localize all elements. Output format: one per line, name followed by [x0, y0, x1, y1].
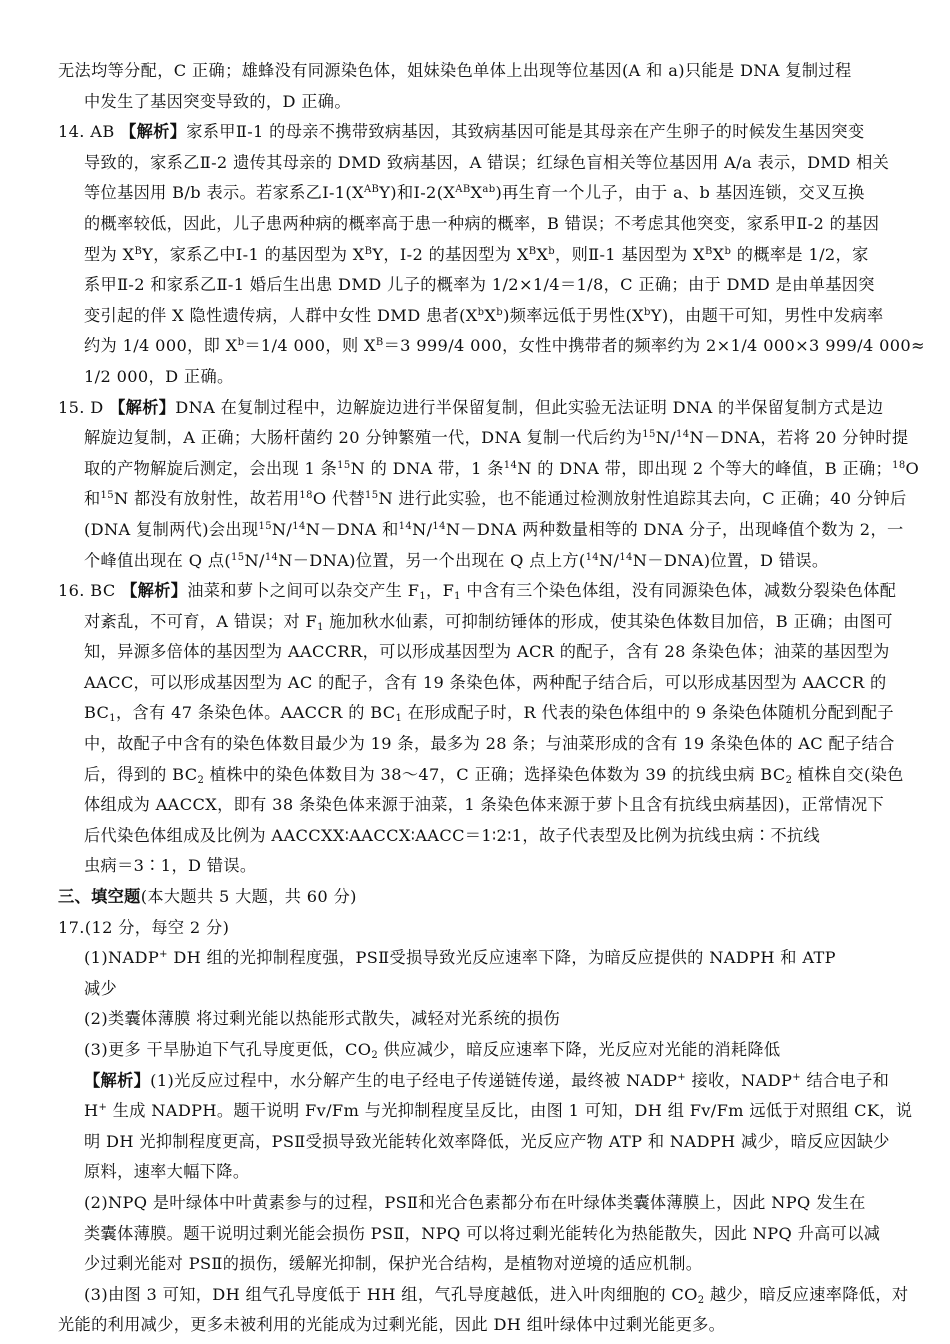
text-run: 个峰值出现在 Q 点( — [84, 550, 232, 570]
superscript: B — [704, 245, 713, 257]
text-run: 1/2 000，D 正确。 — [84, 366, 234, 386]
text-run: 中含有三个染色体组，没有同源染色体，减数分裂染色体配 — [460, 581, 897, 601]
text-line — [58, 607, 898, 638]
text-line — [58, 974, 898, 1005]
text-run: (2)类囊体薄膜 将过剩光能以热能形式散失，减轻对光系统的损伤 — [84, 1009, 560, 1029]
text-run: N－DNA 两种数量相等的 DNA 分子，出现峰值个数为 2，一 — [445, 519, 904, 539]
text-run: H — [84, 1101, 99, 1121]
superscript: 14 — [676, 429, 690, 441]
text-run: N－DNA 和 — [305, 519, 399, 539]
superscript: + — [159, 949, 168, 961]
text-run: (1)NADP — [84, 948, 160, 968]
superscript: 14 — [398, 520, 413, 532]
text-line — [58, 484, 907, 515]
text-run: N－DNA)位置，另一个出现在 Q 点上方( — [278, 550, 586, 570]
superscript: 18 — [299, 490, 313, 502]
text-run: 植株中的染色体数目为 38～47，C 正确；选择染色体数为 39 的抗线虫病 BC — [204, 764, 786, 784]
text-run: (2)NPQ 是叶绿体中叶黄素参与的过程，PSⅡ和光合色素都分布在叶绿体类囊体薄膜上，因此 NPQ 发生在 — [84, 1192, 866, 1212]
superscript: 15 — [337, 459, 351, 471]
superscript: + — [792, 1071, 801, 1083]
text-run: 的概率是 1/2，家 — [731, 244, 869, 264]
text-run: X — [470, 183, 483, 203]
text-run: 的概率较低，因此，儿子患两种病的概率高于患一种病的概率，B 错误；不考虑其他突变，家系甲Ⅱ-2 的基因 — [84, 213, 880, 233]
text-run: 17.(12 分，每空 2 分) — [58, 917, 230, 937]
text-line — [58, 454, 920, 485]
text-line — [58, 729, 898, 760]
answer-text-body — [58, 56, 925, 1341]
text-run: 油菜和萝卜之间可以杂交产生 F — [187, 581, 420, 601]
text-run: N－DNA)位置，D 错误。 — [632, 550, 829, 570]
text-line — [58, 301, 898, 332]
text-line — [58, 1249, 898, 1280]
text-line — [58, 56, 898, 87]
text-line — [58, 1280, 909, 1311]
subscript: 1 — [109, 713, 117, 725]
superscript: 15 — [258, 520, 272, 532]
subscript: 1 — [419, 591, 427, 603]
text-run: 家系甲Ⅱ-1 的母亲不携带致病基因，其致病基因可能是其母亲在产生卵子的时候发生基因突变 — [186, 122, 865, 142]
text-line — [58, 423, 909, 454]
text-run: DH 组的光抑制程度强，PSⅡ受损导致光反应速率下降，为暗反应提供的 NADPH 和 ATP — [167, 948, 836, 968]
superscript: b — [724, 245, 732, 257]
text-run: )再生育一个儿子，由于 a、b 基因连锁，交叉互换 — [495, 183, 865, 203]
text-line — [58, 790, 898, 821]
subscript: 2 — [697, 1294, 705, 1306]
text-line — [58, 1127, 898, 1158]
text-run: 在形成配子时，R 代表的染色体组中的 9 条染色体随机分配到配子 — [402, 703, 894, 723]
text-run: N/ — [412, 519, 433, 539]
subscript: 1 — [317, 621, 324, 633]
text-run: 明 DH 光抑制程度更高，PSⅡ受损导致光能转化效率降低，光反应产物 ATP 和 NADPH 减少，暗反应因缺少 — [84, 1131, 890, 1151]
text-run: 生成 NADPH。题干说明 Fv/Fm 与光抑制程度呈反比，由图 1 可知，DH 组 Fv/Fm 远低于对照组 CK，说 — [107, 1101, 913, 1121]
superscript: 14 — [503, 459, 518, 471]
text-line — [58, 1096, 913, 1127]
text-run: DNA 在复制过程中，边解旋边进行半保留复制，但此实验无法证明 DNA 的半保留复制方式是边 — [175, 397, 884, 417]
superscript: 15 — [100, 490, 114, 502]
bold-label: 【解析】 — [109, 397, 176, 417]
superscript: 14 — [619, 551, 633, 563]
text-line — [58, 1004, 898, 1035]
superscript: b — [496, 306, 504, 318]
text-run: ＝3 999/4 000，女性中携带者的频率约为 2×1/4 000×3 999/4 000≈ — [383, 336, 925, 356]
superscript: b — [548, 245, 556, 257]
text-run: X — [484, 305, 497, 325]
text-run: 中发生了基因突变导致的，D 正确。 — [84, 91, 351, 111]
superscript: 18 — [892, 459, 906, 471]
superscript: 14 — [432, 520, 446, 532]
superscript: 14 — [264, 551, 279, 563]
text-run: Y，Ⅰ-2 的基因型为 X — [372, 244, 529, 264]
bold-label: 【解析】 — [84, 1070, 151, 1090]
subscript: 2 — [371, 1050, 379, 1061]
text-run: 16. BC — [58, 581, 122, 601]
text-line — [58, 1035, 898, 1066]
text-run: 体组成为 AACCX，即有 38 条染色体来源于油菜，1 条染色体来源于萝卜且含有抗线虫病基因)，正常情况下 — [84, 795, 885, 815]
text-run: 型为 X — [84, 244, 135, 264]
superscript: + — [677, 1071, 687, 1083]
bold-label: 【解析】 — [121, 581, 188, 601]
text-run: (本大题共 5 大题，共 60 分) — [140, 887, 357, 907]
superscript: 15 — [365, 490, 379, 502]
text-line — [58, 637, 898, 668]
text-line — [58, 760, 904, 791]
text-line — [58, 1310, 898, 1341]
superscript: 14 — [292, 520, 306, 532]
text-run: 越少，暗反应速率降低，对 — [704, 1284, 909, 1304]
text-run: 对紊乱，不可育，A 错误；对 F — [84, 611, 318, 631]
text-run: X — [712, 244, 725, 264]
text-run: 类囊体薄膜。题干说明过剩光能会损伤 PSⅡ，NPQ 可以将过剩光能转化为热能散失，因此 NPQ 升高可以减 — [84, 1223, 881, 1243]
text-run: ，含有 47 条染色体。AACCR 的 BC — [116, 703, 396, 723]
text-run: BC — [84, 703, 110, 723]
text-line — [58, 270, 898, 301]
text-run: N 的 DNA 带，1 条 — [350, 458, 504, 478]
text-line — [58, 943, 898, 974]
text-line — [58, 148, 898, 179]
bold-label: 三、填空题 — [58, 887, 141, 907]
text-run: 后，得到的 BC — [84, 764, 198, 784]
text-run: N/ — [271, 519, 293, 539]
text-line — [58, 913, 898, 944]
subscript: 2 — [197, 774, 205, 786]
text-run: 变引起的伴 X 隐性遗传病，人群中女性 DMD 患者(X — [84, 305, 478, 325]
text-run: Y，家系乙中Ⅰ-1 的基因型为 X — [142, 244, 365, 264]
text-run: 植株自交(染色 — [792, 764, 904, 784]
text-run: 减少 — [84, 978, 118, 998]
text-run: 中，故配子中含有的染色体数目最少为 19 条，最多为 28 条；与油菜形成的含有 19 条染色体的 AC 配子结合 — [84, 734, 895, 754]
superscript: B — [364, 245, 373, 257]
text-run: N 的 DNA 带，即出现 2 个等大的峰值，B 正确； — [517, 458, 893, 478]
text-run: 约为 1/4 000，即 X — [84, 336, 238, 356]
superscript: AB — [455, 184, 471, 196]
text-run: 系甲Ⅱ-2 和家系乙Ⅱ-1 婚后生出患 DMD 儿子的概率为 1/2×1/4＝1/8，C 正确；由于 DMD 是由单基因突 — [84, 275, 875, 295]
text-line — [58, 331, 925, 362]
superscript: ab — [482, 184, 496, 196]
text-run: N－DNA，若将 20 分钟时提 — [689, 428, 909, 448]
text-line — [58, 1157, 898, 1188]
text-run: O 代替 — [312, 489, 366, 509]
text-run: Y)，由题干可知，男性中发病率 — [650, 305, 884, 325]
text-run: )频率远低于男性(X — [503, 305, 645, 325]
text-run: 无法均等分配，C 正确；雄蜂没有同源染色体，姐妹染色单体上出现等位基因(A 和 a)只能是 DNA 复制过程 — [58, 61, 852, 80]
text-line — [58, 576, 898, 607]
text-run: ，F — [426, 581, 455, 601]
text-run: 虫病＝3∶1，D 错误。 — [84, 856, 257, 876]
text-run: 结合电子和 — [800, 1070, 890, 1090]
text-line — [58, 362, 898, 393]
superscript: B — [528, 245, 537, 257]
subscript: 2 — [785, 774, 793, 786]
text-run: X — [536, 244, 549, 264]
text-run: (3)更多 干旱胁迫下气孔导度更低，CO — [84, 1040, 372, 1059]
text-line — [58, 178, 898, 209]
text-line — [58, 117, 898, 148]
text-line — [58, 821, 898, 852]
superscript: 15 — [231, 551, 245, 563]
superscript: b — [477, 306, 485, 318]
text-run: 导致的，家系乙Ⅱ-2 遗传其母亲的 DMD 致病基因，A 错误；红绿色盲相关等位基因用 A/a 表示，DMD 相关 — [84, 152, 890, 172]
text-run: ，则Ⅱ-1 基因型为 X — [555, 244, 705, 264]
text-run: N/ — [599, 550, 620, 570]
text-line — [58, 515, 904, 546]
bold-label: 【解析】 — [120, 122, 187, 142]
text-run: (3)由图 3 可知，DH 组气孔导度低于 HH 组，气孔导度越低，进入叶肉细胞的 CO — [84, 1284, 698, 1304]
text-run: 14. AB — [58, 122, 121, 142]
superscript: b — [237, 337, 245, 349]
text-run: 解旋边复制，A 正确；大肠杆菌约 20 分钟繁殖一代，DNA 复制一代后约为 — [84, 428, 643, 448]
text-run: 供应减少，暗反应速率下降，光反应对光能的消耗降低 — [378, 1040, 781, 1059]
text-line — [58, 1219, 898, 1250]
text-run: N 都没有放射性，故若用 — [113, 489, 300, 509]
superscript: B — [134, 245, 143, 257]
text-run: 和 — [84, 489, 101, 509]
subscript: 1 — [395, 713, 403, 725]
text-line — [58, 209, 898, 240]
text-run: Y)和Ⅰ-2(X — [379, 183, 456, 203]
text-run: (1)光反应过程中，水分解产生的电子经电子传递链传递，最终被 NADP — [150, 1070, 678, 1090]
text-line — [58, 698, 898, 729]
text-line — [58, 546, 898, 577]
text-run: 后代染色体组成及比例为 AACCXX∶AACCX∶AACC＝1∶2∶1，故子代表型及比例为抗线虫病∶不抗线 — [84, 825, 821, 845]
text-run: 光能的利用减少，更多未被利用的光能成为过剩光能，因此 DH 组叶绿体中过剩光能更多。 — [58, 1315, 726, 1335]
superscript: b — [644, 306, 651, 318]
superscript: B — [375, 337, 384, 349]
text-run: 取的产物解旋后测定，会出现 1 条 — [84, 458, 338, 478]
text-run: N/ — [655, 428, 677, 448]
text-run: 接收，NADP — [686, 1070, 793, 1090]
text-line — [58, 1188, 898, 1219]
superscript: 15 — [642, 429, 656, 441]
text-line — [58, 851, 898, 882]
superscript: AB — [363, 184, 380, 196]
text-run: (DNA 复制两代)会出现 — [84, 519, 259, 539]
subscript: 1 — [454, 591, 461, 603]
text-run: O — [905, 458, 920, 478]
superscript: 14 — [585, 551, 600, 563]
superscript: + — [98, 1102, 108, 1114]
text-run: 施加秋水仙素，可抑制纺锤体的形成，使其染色体数目加倍，B 正确；由图可 — [323, 611, 893, 631]
text-line — [58, 393, 898, 424]
text-line — [58, 1066, 898, 1097]
text-run: N 进行此实验，也不能通过检测放射性追踪其去向，C 正确；40 分钟后 — [378, 489, 907, 509]
text-run: 少过剩光能对 PSⅡ的损伤，缓解光抑制，保护光合结构，是植物对逆境的适应机制。 — [84, 1254, 703, 1274]
text-run: ＝1/4 000，则 X — [244, 336, 376, 356]
text-run: N/ — [244, 550, 265, 570]
text-line — [58, 87, 898, 118]
text-line — [58, 240, 898, 271]
text-run: AACC，可以形成基因型为 AC 的配子，含有 19 条染色体，两种配子结合后，可以形成基因型为 AACCR 的 — [84, 672, 887, 692]
text-line — [58, 882, 898, 913]
text-line — [58, 668, 898, 699]
text-run: 15. D — [58, 397, 110, 417]
text-run: 知，异源多倍体的基因型为 AACCRR，可以形成基因型为 ACR 的配子，含有 28 条染色体；油菜的基因型为 — [84, 642, 890, 662]
text-run: 等位基因用 B/b 表示。若家系乙Ⅰ-1(X — [84, 183, 364, 203]
text-run: 原料，速率大幅下降。 — [84, 1162, 250, 1182]
